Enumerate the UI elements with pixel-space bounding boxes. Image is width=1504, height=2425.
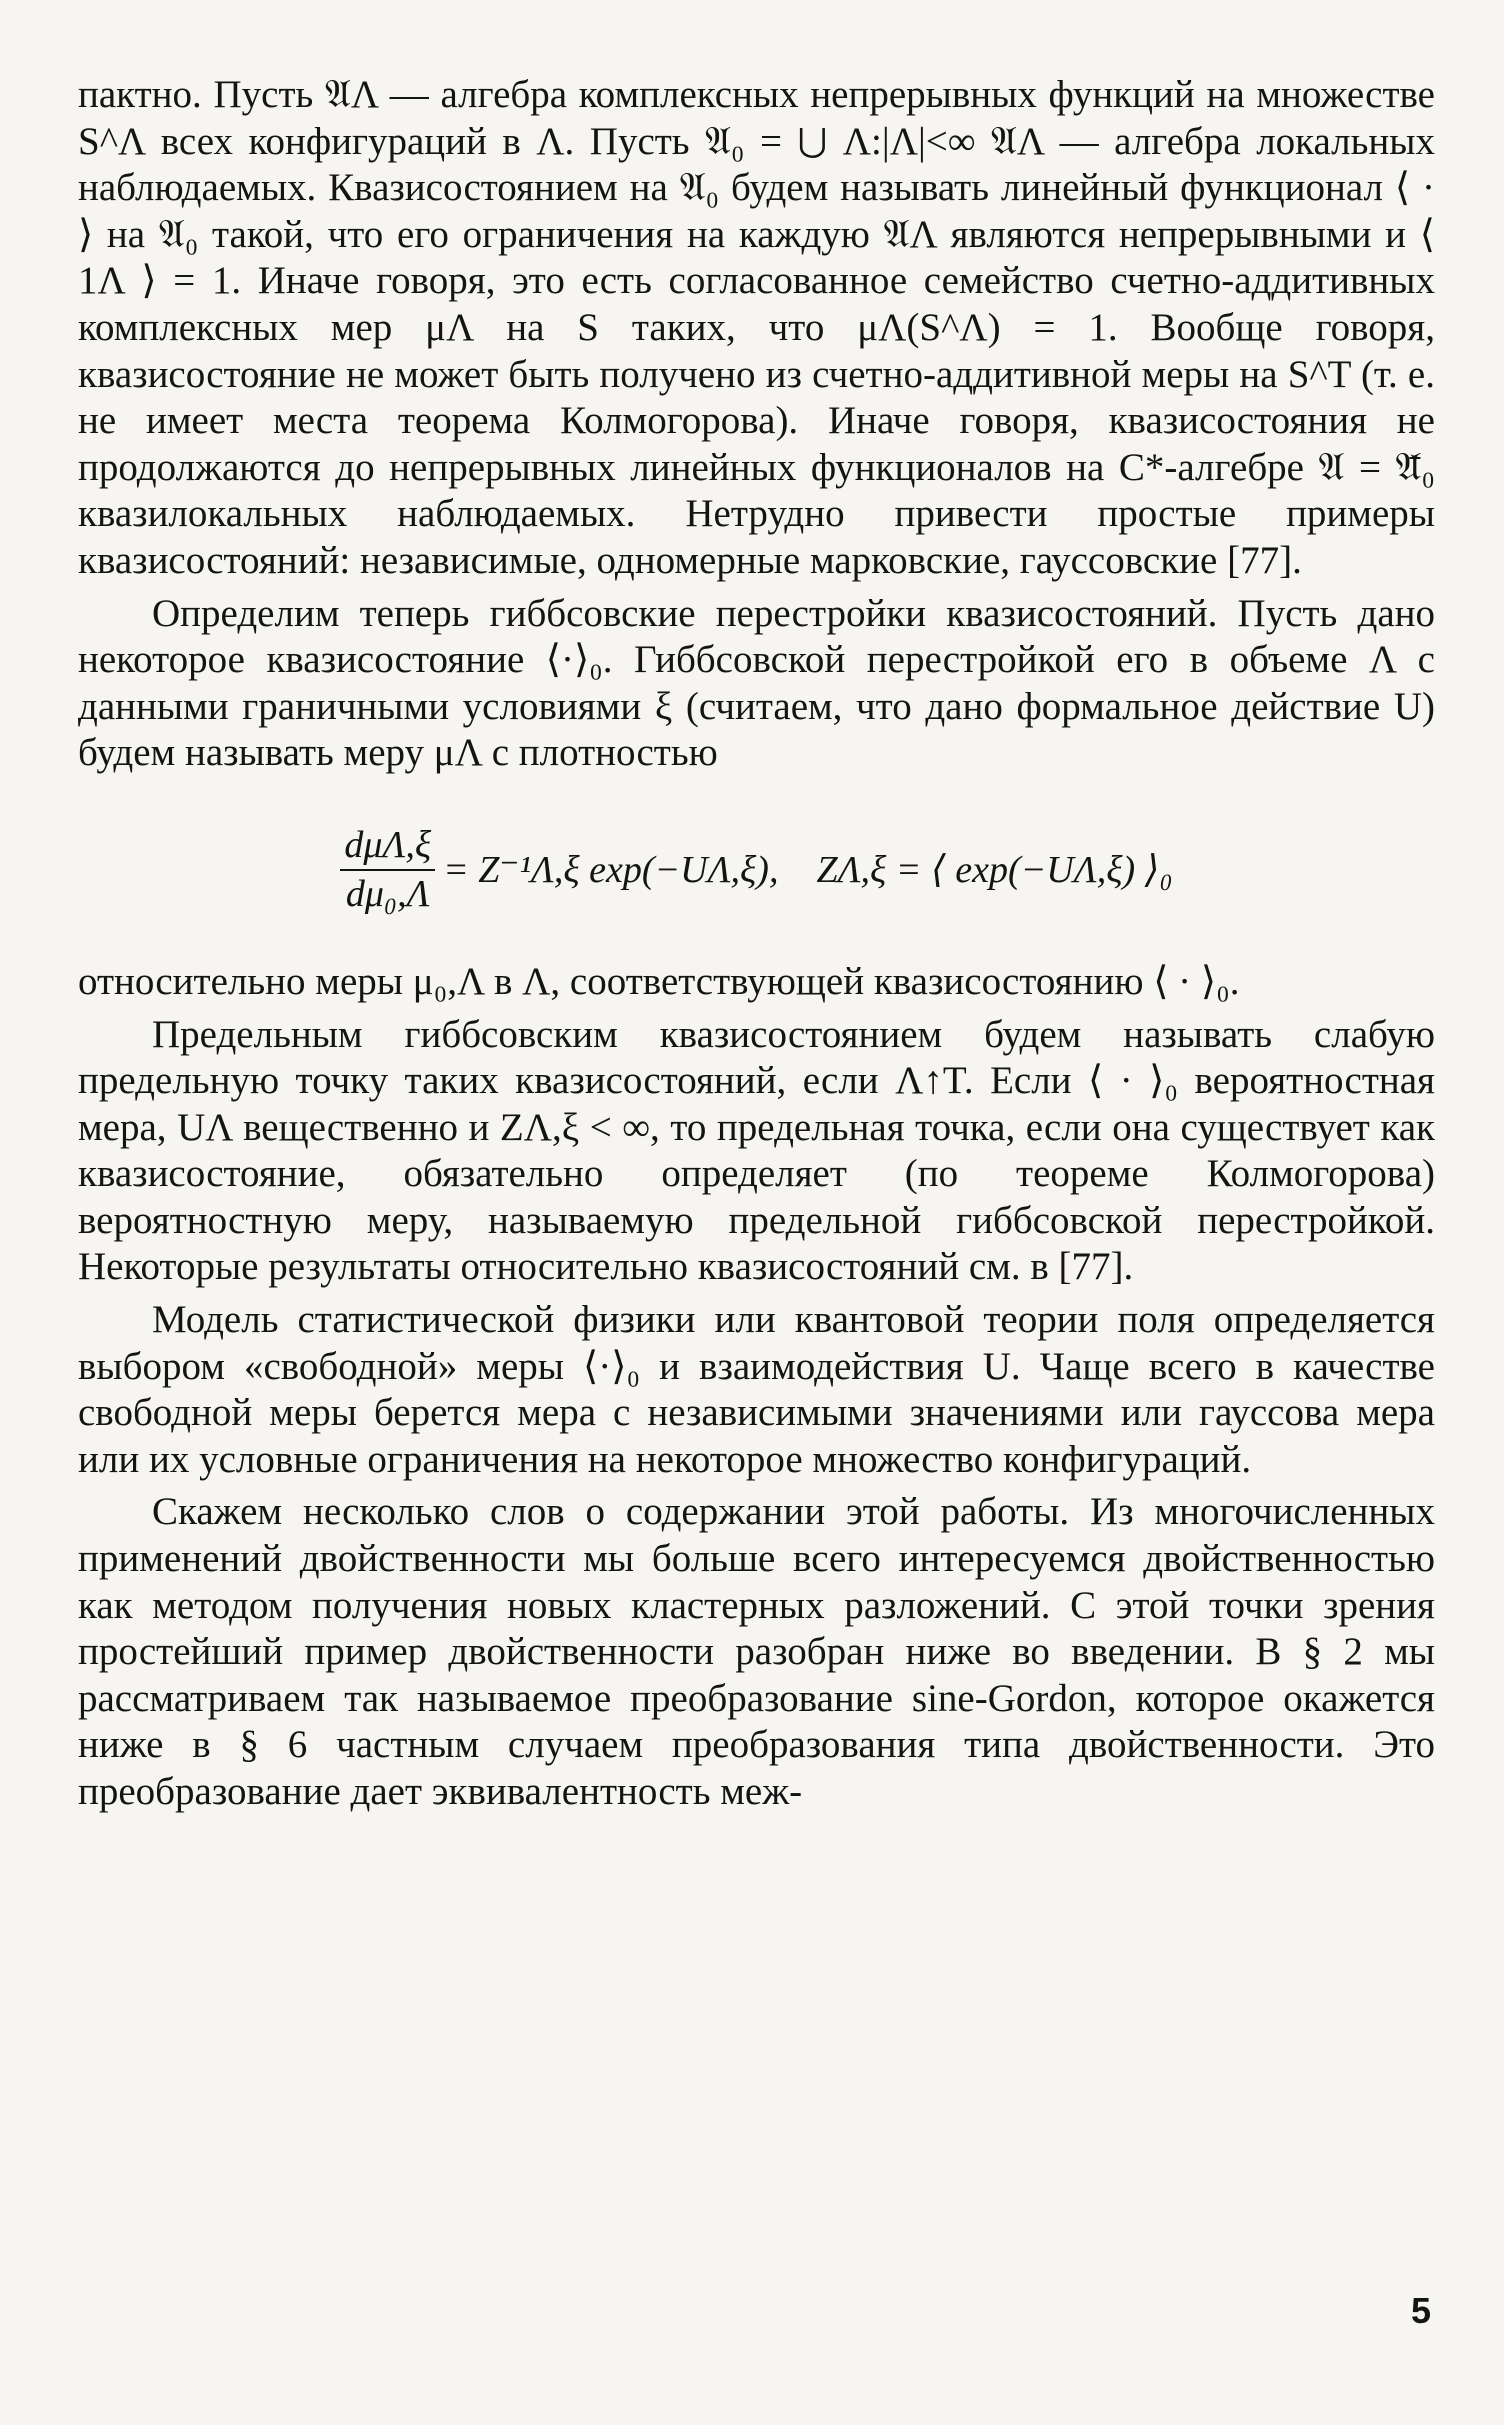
formula-numerator: dμΛ,ξ — [340, 822, 435, 871]
body-text — [78, 72, 1435, 1816]
paragraph-model-definition: Модель статистической физики или квантовой теории поля определяется выбором «свободной» меры ⟨·⟩₀ и взаимодействия U. Чаще всего в качестве свободной меры берется мера с независимыми значениями или гауссова мера или их условные ограничения на некоторое множество конфигураций. — [78, 1298, 1435, 1481]
formula-rest: = Z⁻¹Λ,ξ exp(−UΛ,ξ), ZΛ,ξ = ⟨ exp(−UΛ,ξ) ⟩₀ — [443, 848, 1173, 891]
page-number: 5 — [1411, 2290, 1432, 2331]
paragraph-continuation: пактно. Пусть 𝔄Λ — алгебра комплексных непрерывных функций на множестве S^Λ всех конфигураций в Λ. Пусть 𝔄₀ = ⋃ Λ:|Λ|<∞ 𝔄Λ — алгебра локальных наблюдаемых. Квазисостоянием на 𝔄₀ будем называть линейный функционал ⟨ · ⟩ на 𝔄₀ такой, что его ограничения на каждую 𝔄Λ являются непрерывными и ⟨ 1Λ ⟩ = 1. Иначе говоря, это есть согласованное семейство счетно-аддитивных комплексных мер μΛ на S таких, что μΛ(S^Λ) = 1. Вообще говоря, квазисостояние не может быть получено из счетно-аддитивной меры на S^T (т. е. не имеет места теорема Колмогорова). Иначе говоря, квазисостояния не продолжаются до непрерывных линейных функционалов на C*-алгебре 𝔄 = 𝔄̄₀ квазилокальных наблюдаемых. Нетрудно привести простые примеры квазисостояний: независимые, одномерные марковские, гауссовские [77]. — [78, 73, 1435, 582]
paragraph-relative-measure: относительно меры μ₀,Λ в Λ, соответствующей квазисостоянию ⟨ · ⟩₀. — [78, 959, 1240, 1003]
formula-fraction — [340, 822, 435, 917]
paragraph-work-content: Скажем несколько слов о содержании этой работы. Из многочисленных применений двойственности мы больше всего интересуемся двойственностью как методом получения новых кластерных разложений. С этой точки зрения простейший пример двойственности разобран ниже во введении. В § 2 мы рассматриваем так называемое преобразование sine-Gordon, которое окажется ниже в § 6 частным случаем преобразования типа двойственности. Это преобразование дает эквивалентность меж- — [78, 1490, 1435, 1813]
paragraph-gibbs-definition: Определим теперь гиббсовские перестройки квазисостояний. Пусть дано некоторое квазисостояние ⟨·⟩₀. Гиббсовской перестройкой его в объеме Λ с данными граничными условиями ξ (считаем, что дано формальное действие U) будем называть меру μΛ с плотностью — [78, 591, 1435, 775]
paragraph-limit-quasistate: Предельным гиббсовским квазисостоянием будем называть слабую предельную точку таких квазисостояний, если Λ↑T. Если ⟨ · ⟩₀ вероятностная мера, UΛ вещественно и ZΛ,ξ < ∞, то предельная точка, если она существует как квазисостояние, обязательно определяет (по теореме Колмогорова) вероятностную меру, называемую предельной гиббсовской перестройкой. Некоторые результаты относительно квазисостояний см. в [77]. — [78, 1012, 1435, 1289]
formula-denominator: dμ₀,Λ — [345, 872, 430, 915]
density-formula — [78, 795, 1435, 945]
